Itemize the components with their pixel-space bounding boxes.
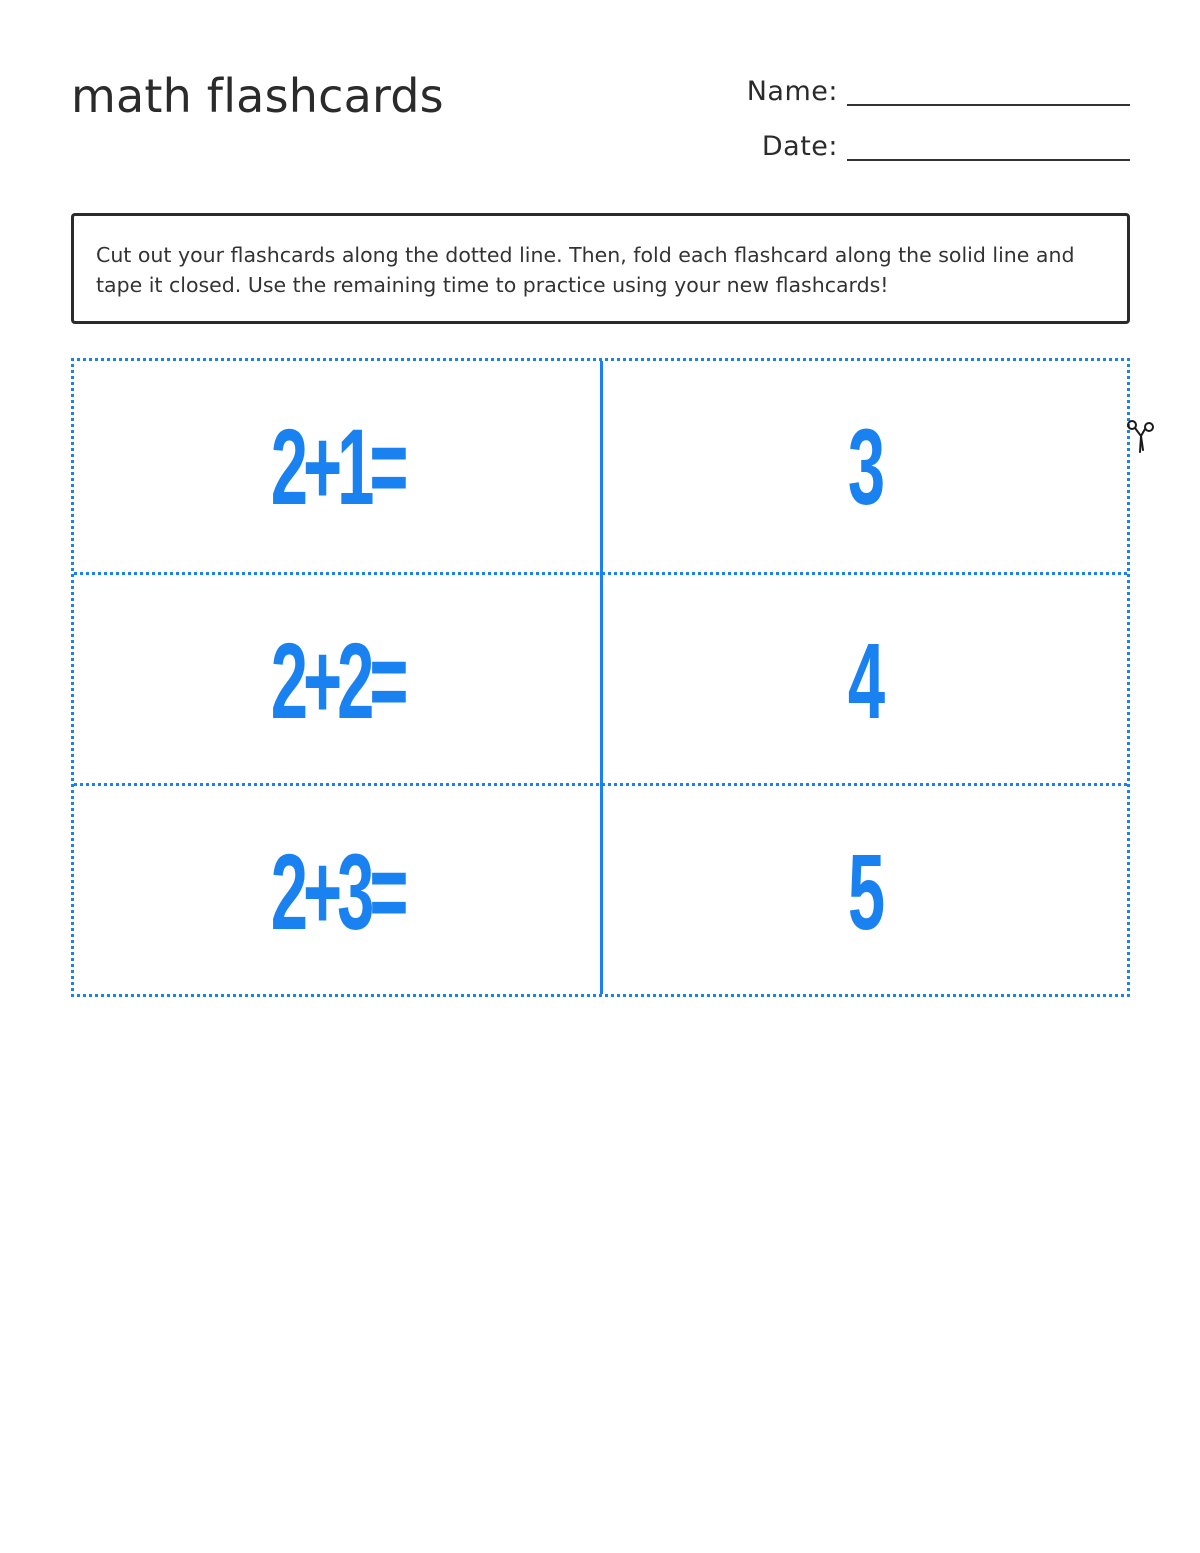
flashcard-back [601,575,1128,786]
flashcard-answer: 5 [847,830,880,952]
date-blank-line [847,159,1130,161]
fold-line [600,361,603,994]
instructions-box [71,213,1130,324]
flashcard-front [74,361,601,572]
instructions-text: Cut out your flashcards along the dotted line. Then, fold each flashcard along the solid line and tape it closed. Use the remaining time to practice using your new flashcards! [96,243,1075,297]
flashcard-question: 2+1= [270,405,404,527]
name-label: Name: [746,76,838,107]
flashcard-back [601,361,1128,572]
flashcard-question: 2+3= [270,830,404,952]
name-field [747,76,1130,108]
flashcard-front [74,575,601,786]
flashcard-answer: 4 [847,619,880,741]
flashcard-answer: 3 [847,405,880,527]
flashcard-sheet [71,358,1130,997]
flashcard-front [74,786,601,997]
flashcard-question: 2+2= [270,619,404,741]
scissors-icon [1124,414,1158,458]
flashcard-back [601,786,1128,997]
worksheet-title: math flashcards [71,69,444,123]
date-field [762,131,1130,163]
date-label: Date: [761,131,838,162]
name-blank-line [847,104,1130,106]
